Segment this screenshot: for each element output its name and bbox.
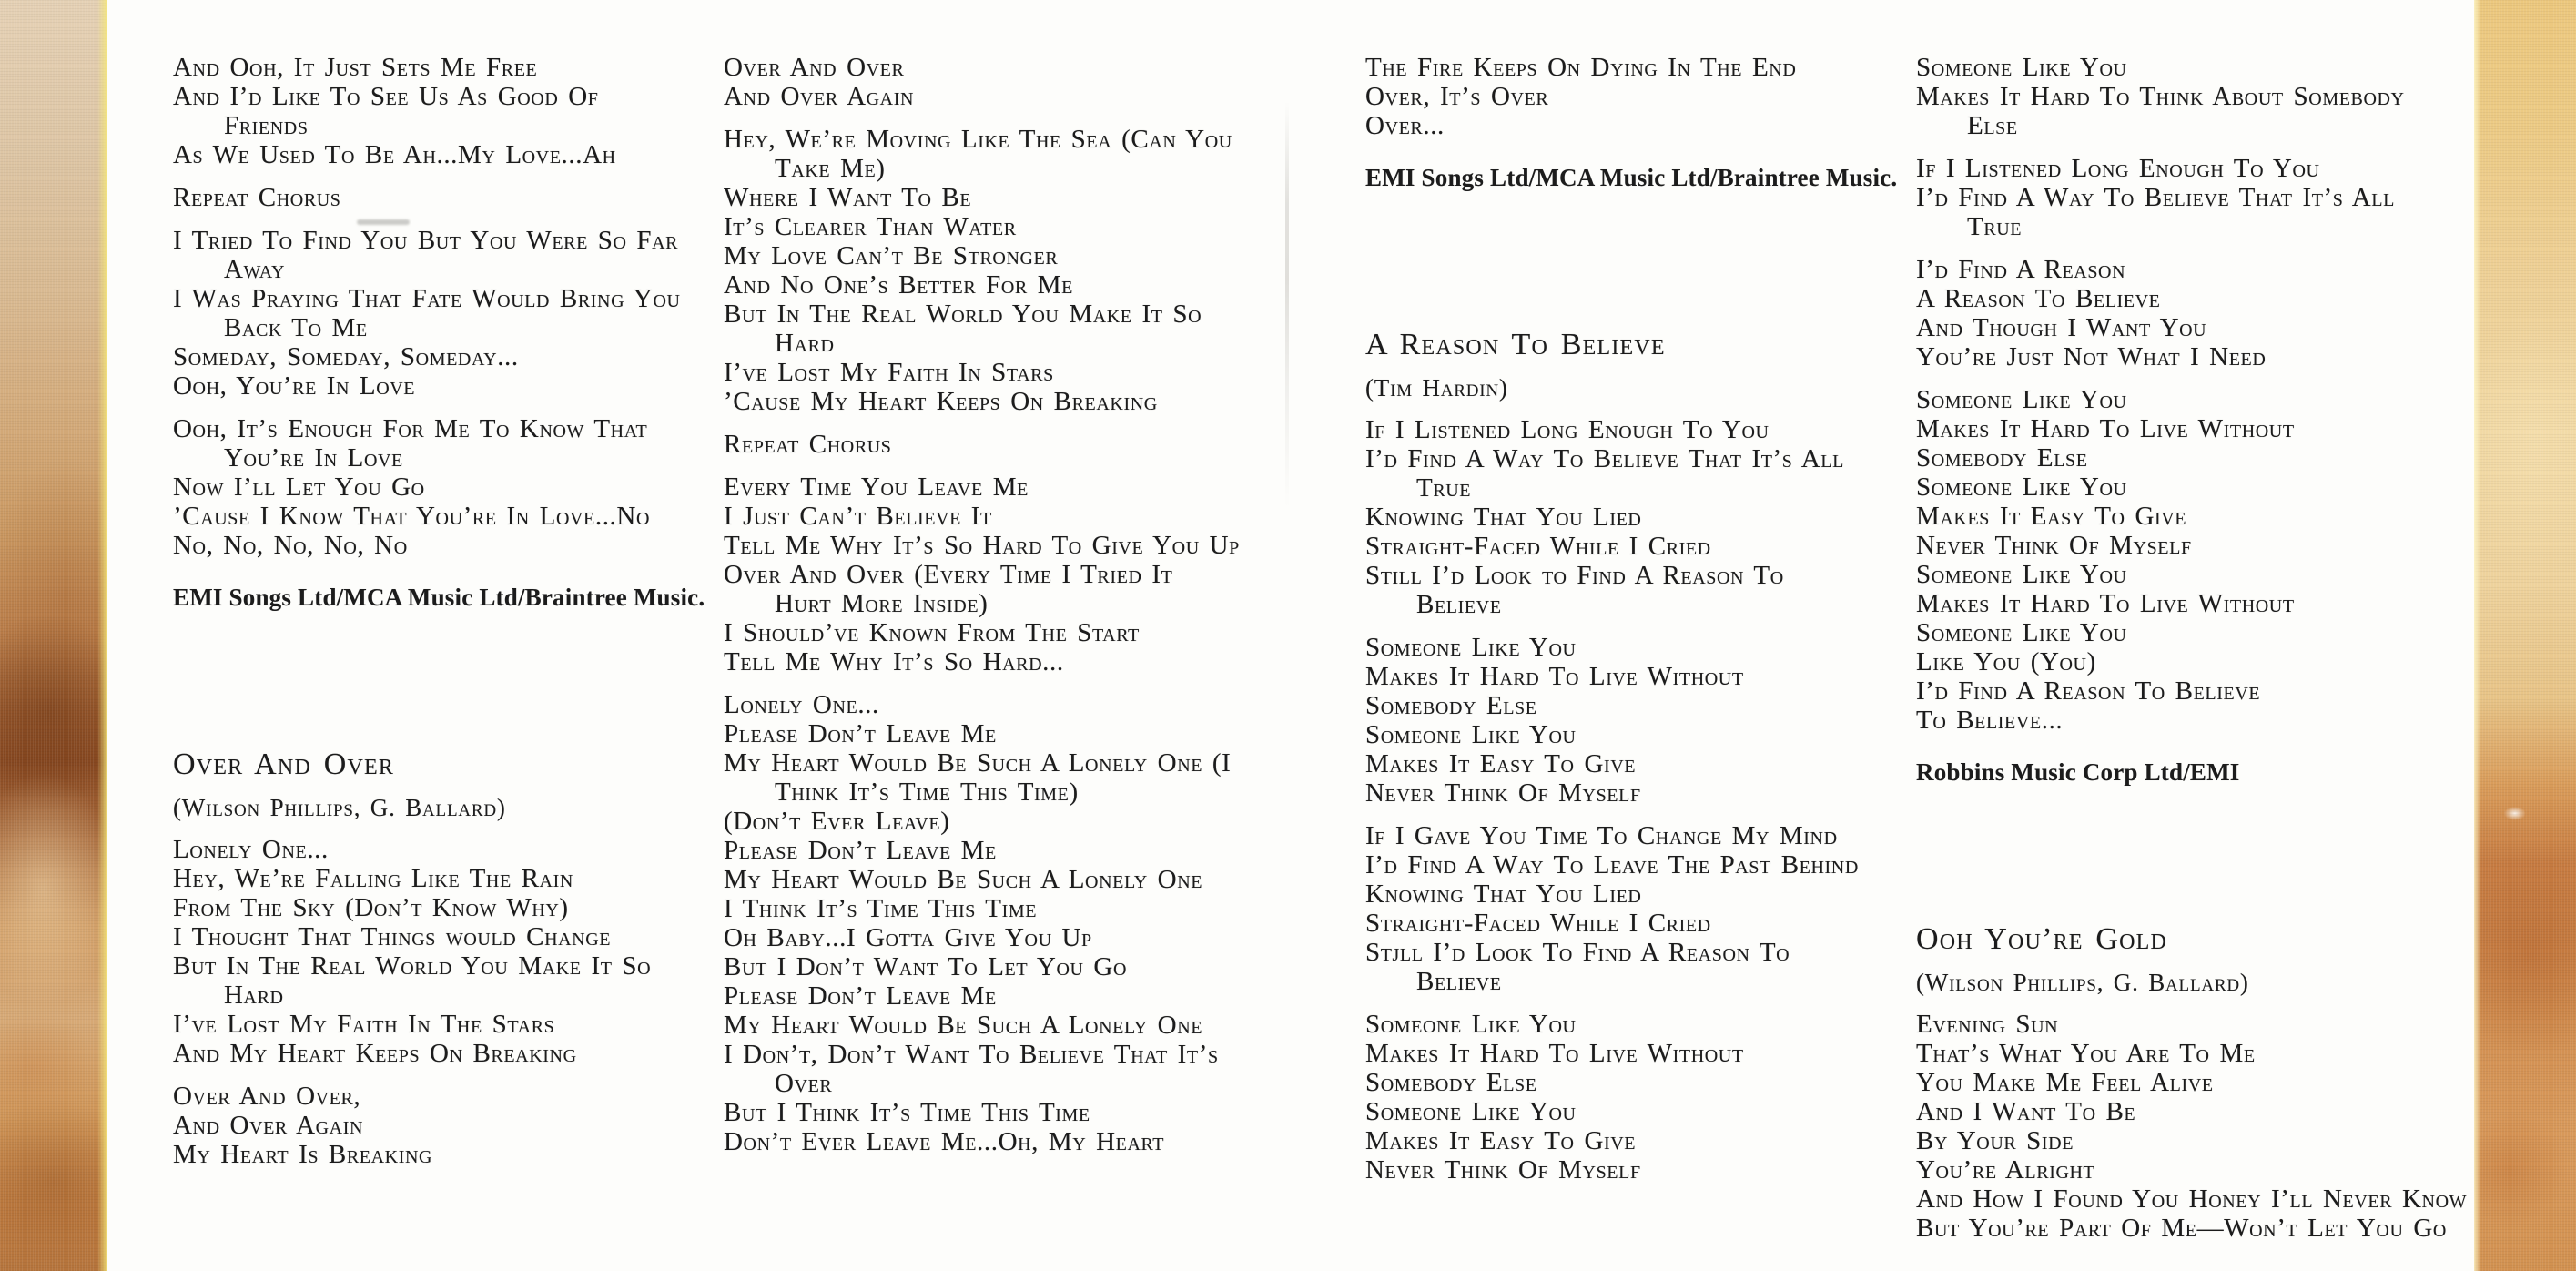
lyric-line: Ooh, It’s Enough For Me To Know That xyxy=(173,414,648,443)
lyric-line: Makes It Hard To Live Without xyxy=(1365,1039,1744,1068)
lyric-line: Over And Over, xyxy=(173,1082,361,1111)
lyric-line: And Over Again xyxy=(724,82,915,111)
lyric-stanza xyxy=(1365,633,1902,808)
lyric-stanza xyxy=(1916,154,2499,241)
lyric-line: But I Don’t Want To Let You Go xyxy=(724,952,1127,981)
lyric-line: Believe xyxy=(1416,967,1502,996)
lyric-line: Like You (You) xyxy=(1916,647,2096,676)
lyric-line: I’d Find A Way To Believe That It’s All xyxy=(1916,183,2395,212)
lyric-line: Somebody Else xyxy=(1365,691,1537,720)
lyric-line: True xyxy=(1967,212,2023,241)
lyric-line: Someone Like You xyxy=(1365,633,1577,662)
lyric-line: Over And Over xyxy=(724,53,905,82)
lyric-line: Over xyxy=(775,1069,833,1098)
lyric-stanza xyxy=(1916,53,2499,140)
lyric-line: Please Don’t Leave Me xyxy=(724,836,997,865)
lyric-line: No, No, No, No, No xyxy=(173,531,408,560)
lyric-line: As We Used To Be Ah...My Love...Ah xyxy=(173,140,616,169)
lyric-stanza xyxy=(173,226,719,401)
lyric-line: Where I Want To Be xyxy=(724,183,972,212)
lyric-line: I Just Can’t Believe It xyxy=(724,502,992,531)
lyric-stanza xyxy=(173,835,719,1068)
left-page-edge-texture xyxy=(0,0,107,1271)
lyric-line: Take Me) xyxy=(775,154,886,183)
lyric-line: Someone Like You xyxy=(1916,473,2127,502)
lyric-line: My Heart Would Be Such A Lonely One (I xyxy=(724,748,1232,778)
lyric-line: I’ve Lost My Faith In The Stars xyxy=(173,1010,555,1039)
lyric-line: Think It’s Time This Time) xyxy=(775,778,1079,807)
lyric-line: Knowing That You Lied xyxy=(1365,880,1642,909)
lyric-line: But In The Real World You Make It So xyxy=(724,300,1202,329)
lyric-line: Never Think Of Myself xyxy=(1916,531,2192,560)
lyric-stanza xyxy=(173,1082,719,1169)
song-title: Ooh You’re Gold xyxy=(1916,922,2168,956)
lyric-line: Someone Like You xyxy=(1365,1097,1577,1126)
lyric-line: Hard xyxy=(224,981,284,1010)
lyric-line: Over... xyxy=(1365,111,1445,140)
songwriter-credit: (Tim Hardin) xyxy=(1365,374,1508,402)
lyrics-column-1 xyxy=(173,53,719,1169)
lyric-line: If I Listened Long Enough To You xyxy=(1916,154,2320,183)
lyric-line: Someone Like You xyxy=(1916,618,2127,647)
publisher-credit: EMI Songs Ltd/MCA Music Ltd/Braintree Music. xyxy=(1365,164,1898,191)
lyric-line: Still I’d Look to Find A Reason To xyxy=(1365,561,1784,590)
center-fold-seam xyxy=(1285,0,1289,1271)
lyric-line: But In The Real World You Make It So xyxy=(173,951,652,981)
lyric-line: Knowing That You Lied xyxy=(1365,503,1642,532)
lyric-line: Makes It Hard To Live Without xyxy=(1916,589,2295,618)
song-title: Over And Over xyxy=(173,747,395,781)
song-title: A Reason To Believe xyxy=(1365,328,1666,361)
lyric-line: You’re In Love xyxy=(224,443,403,473)
lyric-line: Straight-Faced While I Cried xyxy=(1365,909,1711,938)
lyric-stanza xyxy=(724,430,1281,459)
lyric-line: Lonely One... xyxy=(173,835,329,864)
lyric-line: It’s Clearer Than Water xyxy=(724,212,1017,241)
lyric-line: Makes It Hard To Live Without xyxy=(1365,662,1744,691)
lyric-stanza xyxy=(1365,415,1902,619)
lyric-line: Away xyxy=(224,255,286,284)
lyric-line: And How I Found You Honey I’ll Never Know xyxy=(1916,1185,2468,1214)
lyric-line: Tell Me Why It’s So Hard... xyxy=(724,647,1064,676)
lyric-line: If I Listened Long Enough To You xyxy=(1365,415,1770,444)
lyric-stanza xyxy=(724,125,1281,416)
lyric-line: Please Don’t Leave Me xyxy=(724,981,997,1011)
lyric-line: Someone Like You xyxy=(1916,53,2127,82)
lyric-stanza xyxy=(1365,53,1902,140)
lyric-line: My Heart Would Be Such A Lonely One xyxy=(724,865,1203,894)
lyric-line: Never Think Of Myself xyxy=(1365,1155,1641,1185)
lyric-line: And No One’s Better For Me xyxy=(724,270,1073,300)
lyric-line: Makes It Easy To Give xyxy=(1916,502,2187,531)
lyric-line: To Believe... xyxy=(1916,706,2064,735)
lyric-line: My Heart Is Breaking xyxy=(173,1140,433,1169)
lyric-stanza xyxy=(173,53,719,169)
lyric-stanza xyxy=(173,414,719,560)
lyric-line: If I Gave You Time To Change My Mind xyxy=(1365,821,1838,850)
lyric-line: Repeat Chorus xyxy=(173,183,341,212)
lyric-line: Oh Baby...I Gotta Give You Up xyxy=(724,923,1092,952)
lyric-line: Someone Like You xyxy=(1365,1010,1577,1039)
lyrics-column-3 xyxy=(1365,53,1902,1185)
lyric-line: Makes It Hard To Live Without xyxy=(1916,414,2295,443)
lyric-line: Someone Like You xyxy=(1916,385,2127,414)
lyric-line: A Reason To Believe xyxy=(1916,284,2161,313)
lyric-line: I Thought That Things would Change xyxy=(173,922,612,951)
lyric-line: And Over Again xyxy=(173,1111,364,1140)
lyric-line: But You’re Part Of Me—Won’t Let You Go xyxy=(1916,1214,2447,1243)
lyric-line: And I Want To Be xyxy=(1916,1097,2136,1126)
lyric-line: You’re Just Not What I Need xyxy=(1916,342,2267,371)
lyric-line: Now I’ll Let You Go xyxy=(173,473,425,502)
lyric-stanza xyxy=(724,473,1281,676)
lyric-stanza xyxy=(1365,1010,1902,1185)
publisher-credit: EMI Songs Ltd/MCA Music Ltd/Braintree Music. xyxy=(173,584,705,611)
lyric-line: Every Time You Leave Me xyxy=(724,473,1029,502)
lyric-line: Somebody Else xyxy=(1365,1068,1537,1097)
lyric-line: Ooh, You’re In Love xyxy=(173,371,416,401)
lyric-line: Evening Sun xyxy=(1916,1010,2059,1039)
lyric-line: Never Think Of Myself xyxy=(1365,778,1641,808)
lyric-line: I Don’t, Don’t Want To Believe That It’s xyxy=(724,1040,1219,1069)
lyric-line: I’d Find A Reason xyxy=(1916,255,2126,284)
lyric-line: The Fire Keeps On Dying In The End xyxy=(1365,53,1797,82)
lyric-line: Hey, We’re Moving Like The Sea (Can You xyxy=(724,125,1232,154)
lyric-line: True xyxy=(1416,473,1472,503)
lyric-line: You’re Alright xyxy=(1916,1155,2095,1185)
lyric-line: Someday, Someday, Someday... xyxy=(173,342,519,371)
lyric-line: Over And Over (Every Time I Tried It xyxy=(724,560,1173,589)
lyrics-column-2 xyxy=(724,53,1281,1156)
lyric-line: ’Cause I Know That You’re In Love...No xyxy=(173,502,650,531)
lyric-line: (Don’t Ever Leave) xyxy=(724,807,950,836)
lyric-line: Don’t Ever Leave Me...Oh, My Heart xyxy=(724,1127,1165,1156)
lyric-line: Makes It Easy To Give xyxy=(1365,749,1637,778)
lyric-line: Someone Like You xyxy=(1365,720,1577,749)
lyric-line: Repeat Chorus xyxy=(724,430,892,459)
lyric-stanza xyxy=(1916,1010,2499,1243)
lyric-line: You Make Me Feel Alive xyxy=(1916,1068,2214,1097)
songwriter-credit: (Wilson Phillips, G. Ballard) xyxy=(1916,969,2249,996)
lyric-line: Stjll I’d Look To Find A Reason To xyxy=(1365,938,1790,967)
lyric-line: Hurt More Inside) xyxy=(775,589,989,618)
lyric-line: I Think It’s Time This Time xyxy=(724,894,1038,923)
lyric-line: And Though I Want You xyxy=(1916,313,2207,342)
lyric-stanza xyxy=(1916,255,2499,371)
lyric-line: I Should’ve Known From The Start xyxy=(724,618,1140,647)
lyric-line: I Was Praying That Fate Would Bring You xyxy=(173,284,681,313)
lyric-line: Makes It Hard To Think About Somebody xyxy=(1916,82,2405,111)
lyric-line: Hard xyxy=(775,329,835,358)
lyric-line: And I’d Like To See Us As Good Of xyxy=(173,82,599,111)
lyric-line: By Your Side xyxy=(1916,1126,2074,1155)
lyric-line: Believe xyxy=(1416,590,1502,619)
lyric-line: ’Cause My Heart Keeps On Breaking xyxy=(724,387,1158,416)
lyrics-column-4 xyxy=(1916,53,2499,1243)
publisher-credit: Robbins Music Corp Ltd/EMI xyxy=(1916,758,2240,786)
lyric-line: And Ooh, It Just Sets Me Free xyxy=(173,53,538,82)
lyric-line: I’d Find A Way To Believe That It’s All xyxy=(1365,444,1844,473)
songwriter-credit: (Wilson Phillips, G. Ballard) xyxy=(173,794,506,821)
lyric-line: Someone Like You xyxy=(1916,560,2127,589)
lyric-line: Back To Me xyxy=(224,313,368,342)
lyric-line: I’d Find A Reason To Believe xyxy=(1916,676,2261,706)
lyric-line: From The Sky (Don’t Know Why) xyxy=(173,893,569,922)
lyric-line: Else xyxy=(1967,111,2018,140)
lyric-line: I’ve Lost My Faith In Stars xyxy=(724,358,1054,387)
lyric-stanza xyxy=(173,183,719,212)
lyric-line: I’d Find A Way To Leave The Past Behind xyxy=(1365,850,1859,880)
lyric-line: My Heart Would Be Such A Lonely One xyxy=(724,1011,1203,1040)
lyric-stanza xyxy=(1365,821,1902,996)
lyric-line: And My Heart Keeps On Breaking xyxy=(173,1039,577,1068)
lyric-stanza xyxy=(724,690,1281,1156)
lyric-line: My Love Can’t Be Stronger xyxy=(724,241,1059,270)
lyric-line: Lonely One... xyxy=(724,690,879,719)
lyric-stanza xyxy=(1916,385,2499,735)
lyric-stanza xyxy=(724,53,1281,111)
lyric-line: Straight-Faced While I Cried xyxy=(1365,532,1711,561)
lyric-line: But I Think It’s Time This Time xyxy=(724,1098,1090,1127)
lyric-line: Over, It’s Over xyxy=(1365,82,1549,111)
lyric-line: Friends xyxy=(224,111,309,140)
lyric-line: I Tried To Find You But You Were So Far xyxy=(173,226,679,255)
lyric-line: Makes It Easy To Give xyxy=(1365,1126,1637,1155)
lyric-line: Tell Me Why It’s So Hard To Give You Up xyxy=(724,531,1240,560)
lyric-line: Please Don’t Leave Me xyxy=(724,719,997,748)
lyric-line: That’s What You Are To Me xyxy=(1916,1039,2256,1068)
lyric-line: Hey, We’re Falling Like The Rain xyxy=(173,864,573,893)
lyric-line: Somebody Else xyxy=(1916,443,2088,473)
